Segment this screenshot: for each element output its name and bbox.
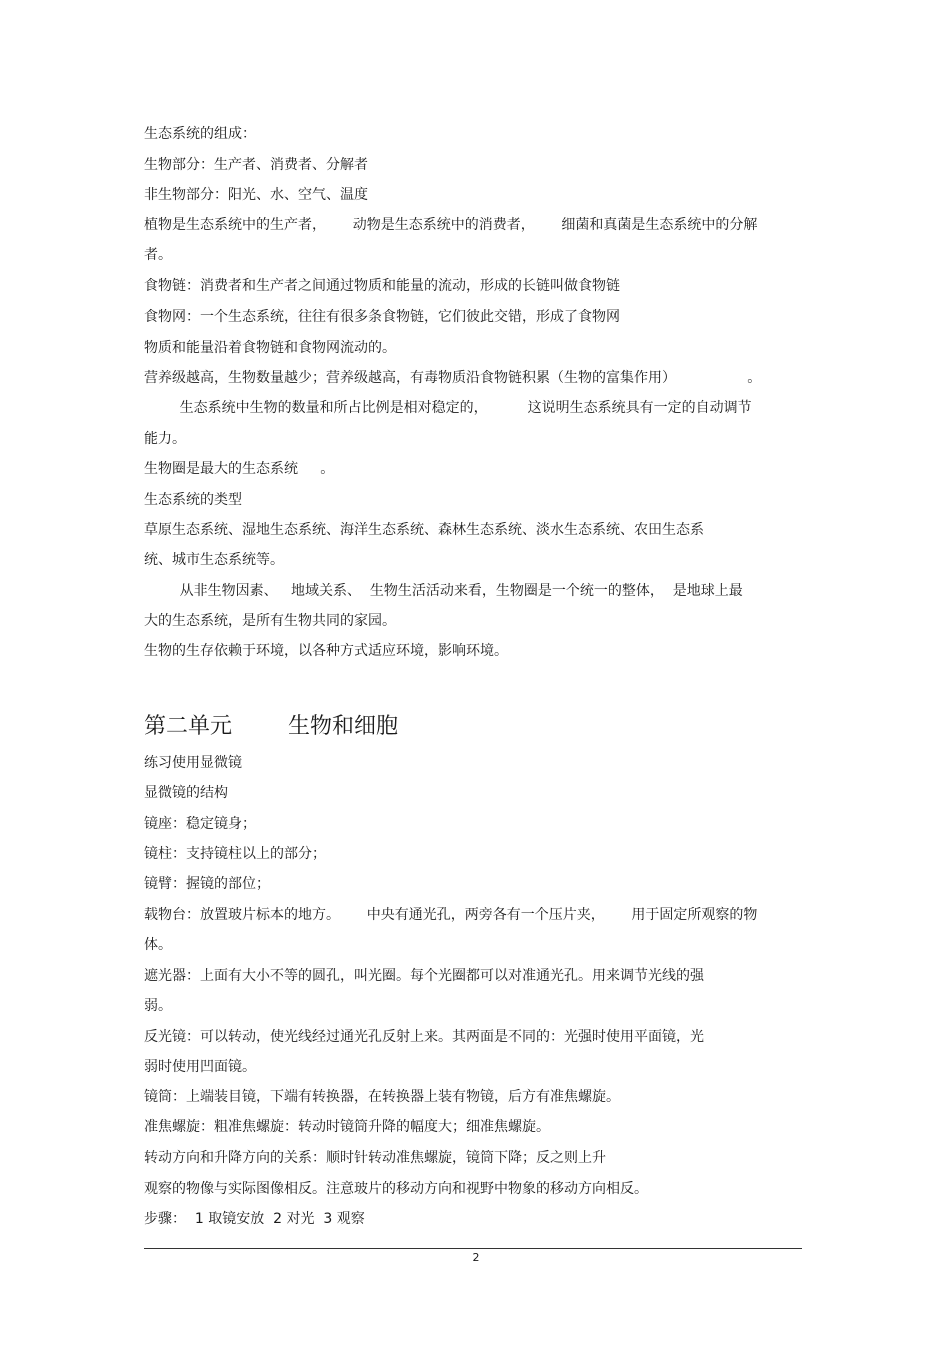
text-line: 弱时使用凹面镜。 — [144, 1059, 256, 1075]
text-line: 营养级越高，生物数量越少；营养级越高，有毒物质沿食物链积累（生物的富集作用） 。 — [144, 370, 762, 386]
section-heading: 第二单元 生物和细胞 — [144, 714, 398, 739]
text-line: 准焦螺旋：粗准焦螺旋：转动时镜筒升降的幅度大；细准焦螺旋。 — [144, 1119, 550, 1135]
text-line: 镜臂：握镜的部位； — [144, 876, 270, 892]
text-line: 转动方向和升降方向的关系：顺时针转动准焦螺旋，镜筒下降；反之则上升 — [144, 1150, 606, 1166]
text-line: 植物是生态系统中的生产者， 动物是生态系统中的消费者， 细菌和真菌是生态系统中的分解 — [144, 217, 758, 233]
text-line: 遮光器：上面有大小不等的圆孔，叫光圈。每个光圈都可以对准通光孔。用来调节光线的强 — [144, 968, 704, 984]
text-line: 生态系统的组成： — [144, 126, 256, 142]
text-line: 者。 — [144, 247, 172, 263]
text-line: 弱。 — [144, 998, 172, 1014]
text-line: 观察的物像与实际图像相反。注意玻片的移动方向和视野中物象的移动方向相反。 — [144, 1181, 648, 1197]
text-line: 能力。 — [144, 431, 186, 447]
text-line: 物质和能量沿着食物链和食物网流动的。 — [144, 340, 396, 356]
text-line: 大的生态系统，是所有生物共同的家园。 — [144, 613, 396, 629]
text-line: 食物链：消费者和生产者之间通过物质和能量的流动，形成的长链叫做食物链 — [144, 278, 620, 294]
text-line: 步骤： 1 取镜安放 2 对光 3 观察 — [144, 1211, 365, 1227]
text-line: 生物部分：生产者、消费者、分解者 — [144, 157, 368, 173]
text-line: 体。 — [144, 937, 172, 953]
text-line: 镜柱：支持镜柱以上的部分； — [144, 846, 326, 862]
text-line: 非生物部分：阳光、水、空气、温度 — [144, 187, 368, 203]
text-line: 镜座：稳定镜身； — [144, 816, 256, 832]
text-line: 生态系统的类型 — [144, 492, 242, 508]
text-line: 统、城市生态系统等。 — [144, 552, 284, 568]
text-line: 生物的生存依赖于环境，以各种方式适应环境，影响环境。 — [144, 643, 508, 659]
text-line: 镜筒：上端装目镜，下端有转换器，在转换器上装有物镜，后方有准焦螺旋。 — [144, 1089, 620, 1105]
text-line: 显微镜的结构 — [144, 785, 228, 801]
text-line: 载物台：放置玻片标本的地方。 中央有通光孔，两旁各有一个压片夹， 用于固定所观察的物 — [144, 907, 758, 923]
page-number: 2 — [472, 1251, 480, 1264]
text-line: 练习使用显微镜 — [144, 755, 242, 771]
text-line: 反光镜：可以转动，使光线经过通光孔反射上来。其两面是不同的：光强时使用平面镜，光 — [144, 1029, 704, 1045]
text-line: 草原生态系统、湿地生态系统、海洋生态系统、森林生态系统、淡水生态系统、农田生态系 — [144, 522, 704, 538]
footer-divider — [144, 1248, 802, 1249]
text-line: 从非生物因素、 地域关系、 生物生活活动来看，生物圈是一个统一的整体， 是地球上最 — [144, 583, 743, 599]
text-line: 生态系统中生物的数量和所占比例是相对稳定的， 这说明生态系统具有一定的自动调节 — [144, 400, 752, 416]
text-line: 食物网：一个生态系统，往往有很多条食物链，它们彼此交错，形成了食物网 — [144, 309, 620, 325]
text-line: 生物圈是最大的生态系统 。 — [144, 461, 335, 477]
